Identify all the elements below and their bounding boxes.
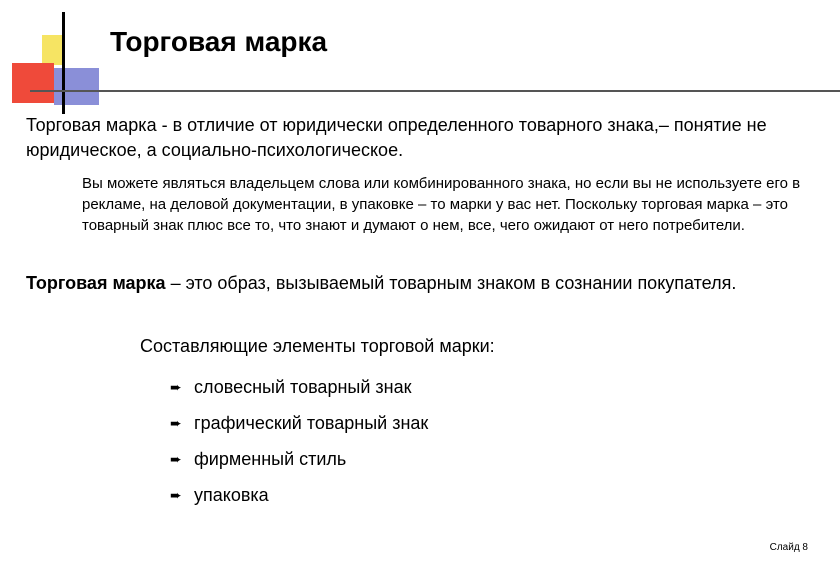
brand-definition: – это образ, вызываемый товарным знаком в сознании покупателя. (165, 273, 737, 293)
components-heading: Составляющие элементы торговой марки: (140, 336, 495, 356)
list-item (170, 369, 428, 405)
list-item-label: графический товарный знак (194, 412, 429, 433)
brand-term: Торговая марка (26, 273, 166, 293)
list-item (170, 405, 428, 441)
arrow-right-icon: ➨ (170, 486, 182, 503)
slide-number: Слайд 8 (769, 542, 808, 553)
decor-blue-square (54, 68, 99, 105)
decor-red-square (12, 63, 54, 103)
arrow-right-icon: ➨ (170, 450, 182, 467)
list-item-label: упаковка (194, 484, 269, 505)
arrow-right-icon: ➨ (170, 378, 182, 395)
brand-image-paragraph (26, 271, 816, 296)
explanation-paragraph: Вы можете являться владельцем слова или комбинированного знака, но если вы не используете его в рекламе, на деловой документации, в упаковке – то марки у вас нет. Поскольку торговая марка – это товарный знак плюс все то, что знают и думают о нем, все, чего ожидают от него потребители. (82, 175, 801, 234)
definition-paragraph: Торговая марка - в отличие от юридически определенного товарного знака,– понятие не юридическое, а социально-психологическое. (26, 115, 767, 160)
list-item-label: фирменный стиль (194, 448, 347, 469)
components-list (170, 369, 428, 513)
decor-horizontal-line (30, 90, 840, 92)
decor-vertical-line (62, 12, 65, 114)
slide-title: Торговая марка (110, 26, 328, 57)
decor-yellow-square (42, 35, 64, 65)
list-item (170, 441, 428, 477)
list-item (170, 477, 428, 513)
arrow-right-icon: ➨ (170, 414, 182, 431)
list-item-label: словесный товарный знак (194, 376, 412, 397)
